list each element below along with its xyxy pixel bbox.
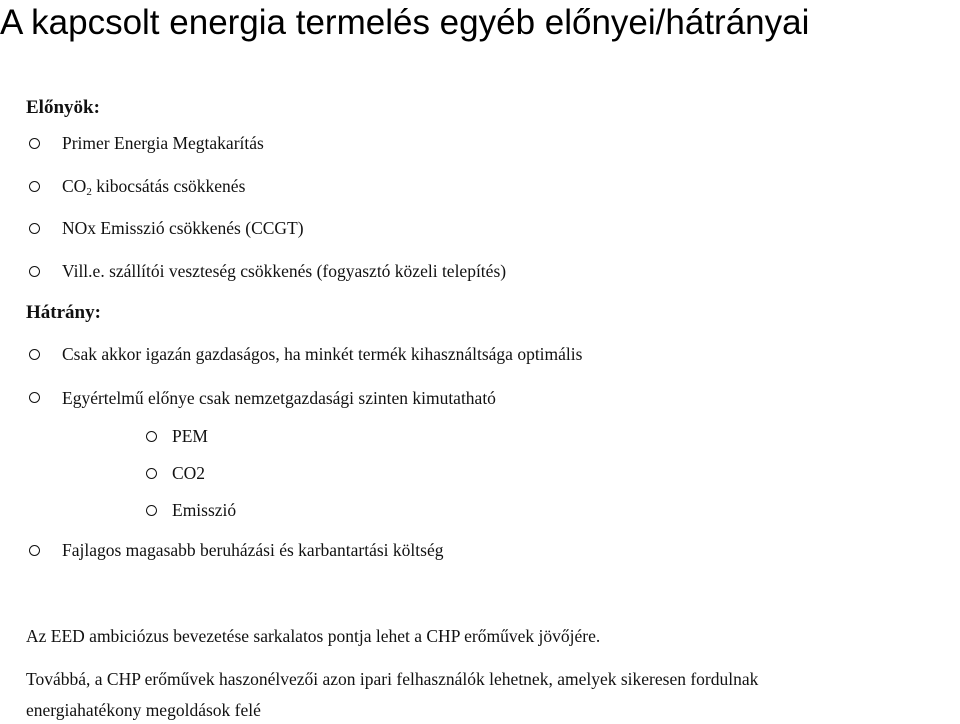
bullet-circle-icon [29,181,40,192]
bullet-circle-icon [29,223,40,234]
bullet-circle-icon [29,266,40,277]
co2-rest-text: kibocsátás csökkenés [91,176,246,196]
advantage-item-nox: NOx Emisszió csökkenés (CCGT) [62,218,304,238]
slide-title: A kapcsolt energia termelés egyéb előnyei/hátrányai [0,3,810,42]
disadvantages-heading: Hátrány: [26,302,101,323]
disadvantage-item-utilization: Csak akkor igazán gazdaságos, ha minkét termék kihasználtsága optimális [62,344,583,364]
sub-bullet-circle-icon [146,431,157,442]
co2-subscript: 2 [86,186,92,198]
disadvantage-item-national-level: Egyértelmű előnye csak nemzetgazdasági szinten kimutatható [62,388,496,408]
disadvantage-item-investment-cost: Fajlagos magasabb beruházási és karbantartási költség [62,540,444,560]
subitem-emission: Emisszió [172,500,237,520]
advantages-heading: Előnyök: [26,97,100,118]
advantage-item-co2 [62,174,245,198]
paragraph-energy-efficiency: energiahatékony megoldások felé [26,700,261,720]
bullet-circle-icon [29,392,40,403]
paragraph-eed: Az EED ambiciózus bevezetése sarkalatos pontja lehet a CHP erőművek jövőjére. [26,626,601,646]
subitem-co2: CO2 [172,463,206,483]
bullet-circle-icon [29,138,40,149]
advantage-item-transmission-loss: Vill.e. szállítói veszteség csökkenés (fogyasztó közeli telepítés) [62,261,507,281]
sub-bullet-circle-icon [146,505,157,516]
sub-bullet-circle-icon [146,468,157,479]
subitem-pem: PEM [172,426,208,446]
paragraph-industrial-users: Továbbá, a CHP erőművek haszonélvezői azon ipari felhasználók lehetnek, amelyek sikeresen fordulnak [26,669,759,689]
bullet-circle-icon [29,349,40,360]
bullet-circle-icon [29,545,40,556]
advantage-item-primary-energy: Primer Energia Megtakarítás [62,133,264,153]
co2-text: CO [62,176,87,196]
